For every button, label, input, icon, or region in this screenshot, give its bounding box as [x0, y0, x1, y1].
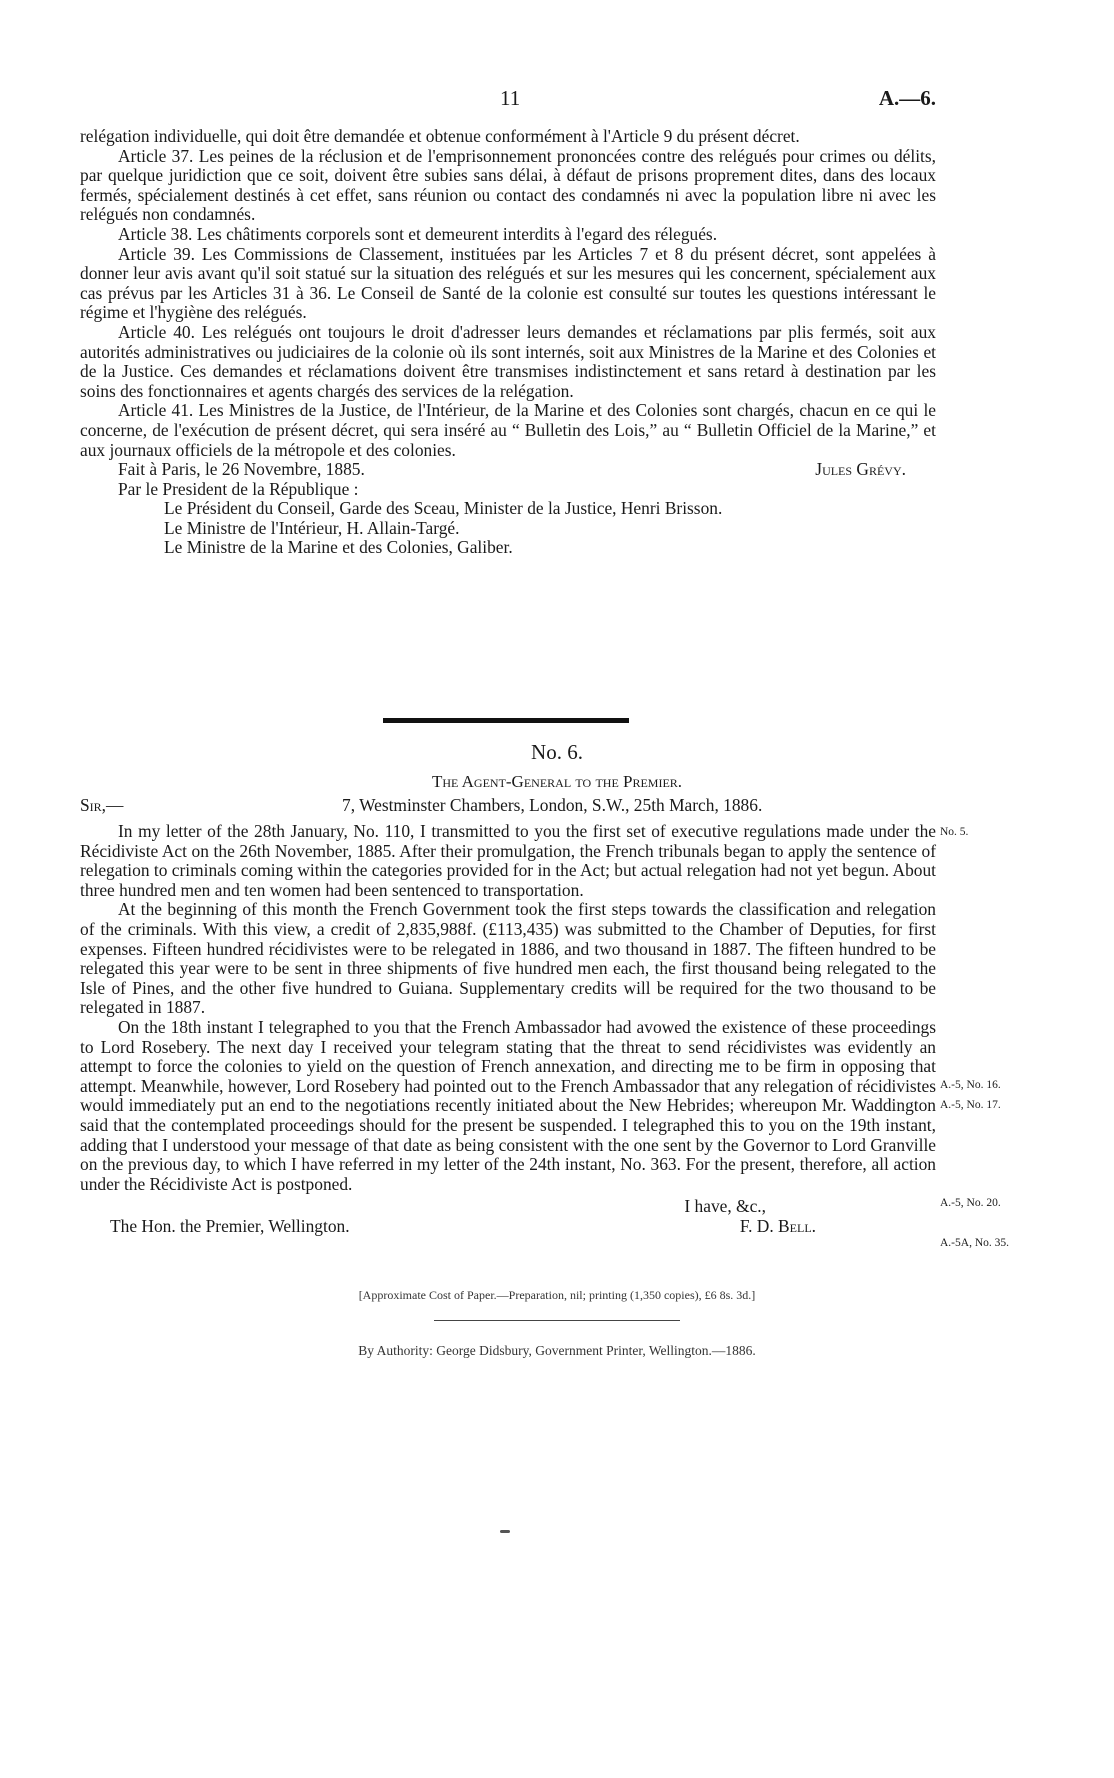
page-number: 11: [500, 86, 521, 110]
margin-note: A.-5A, No. 35.: [940, 1237, 1009, 1249]
printer-authority: By Authority: George Didsbury, Government Printer, Wellington.—1886.: [358, 1343, 756, 1358]
article-39: Article 39. Les Commissions de Classement, instituées par les Articles 7 et 8 du présent décret, sont appelées à donner leur avis avant qu'il soit statué sur la situation des relégués et sur les mesures qui les concernent, spécialement aux cas prévus par les Articles 31 à 36. Le Conseil de Santé de la colonie est consulté sur toutes les questions intéressant le régime et l'hygiène des relégués.: [80, 243, 936, 323]
print-speck: [500, 1530, 510, 1533]
article-40: Article 40. Les relégués ont toujours le droit d'adresser leurs demandes et réclamations par plis fermés, soit aux autorités administratives ou judiciaires de la colonie où ils sont internés, soit aux Ministres de la Marine et des Colonies et de la Justice. Ces demandes et réclamations doivent être transmises indistinctement et sans retard à destination par les soins des fonctionnaires et agents chargés des services de la relégation.: [80, 321, 936, 401]
decree-text: [80, 127, 936, 558]
article-41: Article 41. Les Ministres de la Justice, de l'Intérieur, de la Marine et des Colonies sont chargés, chacun en ce qui le concerne, de l'exécution de présent décret, qui sera inséré au “ Bulletin des Lois,” au “ Bulletin Officiel de la Marine,” et aux journaux officiels de la métropole et des colonies.: [80, 400, 936, 460]
by-president: Par le President de la République :: [118, 478, 359, 499]
letter-body: [80, 822, 936, 1194]
decree-signatory: Jules Grévy.: [815, 459, 906, 480]
decree-continuation: relégation individuelle, qui doit être demandée et obtenue conformément à l'Article 9 du présent décret.: [80, 126, 800, 146]
margin-note: A.-5, No. 17.: [940, 1099, 1001, 1111]
footer-divider: [434, 1320, 680, 1321]
letter-number: No. 6.: [531, 740, 583, 764]
cost-note: [Approximate Cost of Paper.—Preparation, nil; printing (1,350 copies), £6 8s. 3d.]: [358, 1288, 756, 1302]
closing-signature-row: [80, 1216, 936, 1236]
addressee: The Hon. the Premier, Wellington.: [110, 1216, 350, 1236]
letter-paragraph-2: At the beginning of this month the French Government took the first steps towards the classification and relegation of the criminals. With this view, a credit of 2,835,988f. (£113,435) was submitted to the Chamber of Deputies, for first expenses. Fifteen hundred récidivistes were to be relegated in 1886, and two thousand in 1887. The fifteen hundred to be relegated this year were to be sent in three shipments of five hundred men each, the first thousand being relegated to the Isle of Pines, and the other five hundred to Guiana. Supplementary credits will be required for the two thousand to be relegated in 1887.: [80, 899, 936, 1018]
sender-address: 7, Westminster Chambers, London, S.W., 25th March, 1886.: [342, 795, 763, 815]
decree-date: Fait à Paris, le 26 Novembre, 1885.: [118, 459, 365, 480]
closing-phrase: I have, &c.,: [684, 1196, 766, 1216]
letter-closing: [80, 1196, 936, 1236]
minister-2: Le Ministre de l'Intérieur, H. Allain-Targé.: [164, 517, 460, 538]
article-37: Article 37. Les peines de la réclusion et de l'emprisonnement prononcées contre des relégués pour crimes ou délits, par quelque juridiction que ce soit, doivent être subies sans délai, à défaut de prisons proprement dites, dans des locaux fermés, spécialement destinés à cet effet, sans réunion ou contact des condamnés ni avec la population libre ni avec les relégués non condamnés.: [80, 145, 936, 225]
minister-3: Le Ministre de la Marine et des Colonies, Galiber.: [164, 537, 513, 558]
salutation: Sir,—: [80, 795, 124, 815]
letter-paragraph-1: In my letter of the 28th January, No. 110, I transmitted to you the first set of executive regulations made under the Récidiviste Act on the 26th November, 1885. After their promulgation, the French tribunals began to apply the sentence of relegation to criminals coming within the categories provided for in the Act; but actual relegation had not yet begun. About three hundred men and ten women had been sentenced to transportation.: [80, 821, 936, 900]
page-header: [0, 86, 1114, 116]
section-divider: [383, 718, 629, 723]
margin-note: No. 5.: [940, 826, 969, 838]
margin-note: A.-5, No. 16.: [940, 1079, 1001, 1091]
minister-1: Le Président du Conseil, Garde des Sceau, Minister de la Justice, Henri Brisson.: [164, 498, 723, 519]
margin-note: A.-5, No. 20.: [940, 1197, 1001, 1209]
letter-heading: The Agent-General to the Premier.: [431, 772, 683, 791]
document-reference: A.—6.: [878, 86, 936, 110]
signature: F. D. Bell.: [739, 1216, 816, 1236]
decree-signature-row: [80, 460, 936, 480]
letter-paragraph-3: On the 18th instant I telegraphed to you that the French Ambassador had avowed the existence of these proceedings to Lord Rosebery. The next day I received your telegram stating that the threat to send récidivistes was evidently an attempt to force the colonies to yield on the question of French annexation, and directing me to be firm in opposing that attempt. Meanwhile, however, Lord Rosebery had pointed out to the French Ambassador that any relegation of récidivistes would immediately put an end to the negotiations recently initiated about the New Hebrides; whereupon Mr. Waddington said that the contemplated proceedings should for the present be suspended. I telegraphed this to you on the 19th instant, adding that I understood your message of that date as being consistent with the one sent by the Governor to Lord Granville on the previous day, to which I have referred in my letter of the 24th instant, No. 363. For the present, therefore, all action under the Récidiviste Act is postponed.: [80, 1016, 936, 1194]
article-38: Article 38. Les châtiments corporels sont et demeurent interdits à l'egard des rélegués.: [118, 223, 718, 244]
